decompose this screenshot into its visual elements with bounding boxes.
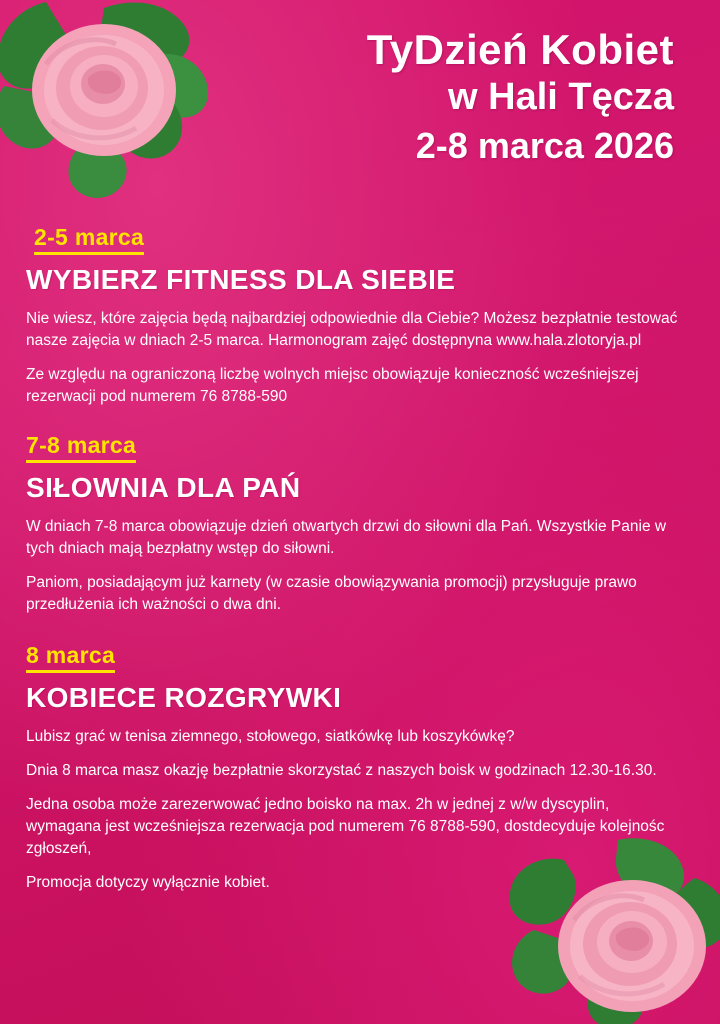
section-fitness xyxy=(26,224,696,408)
section-silownia xyxy=(26,432,696,616)
section-heading: SIŁOWNIA DLA PAŃ xyxy=(26,472,301,503)
section-paragraph: Ze względu na ograniczoną liczbę wolnych miejsc obowiązuje konieczność wcześniejszej rezerwacji pod numerem 76 8788-590 xyxy=(26,366,639,405)
page-title-line-1: TyDzień Kobiet xyxy=(366,26,674,73)
section-paragraph: W dniach 7-8 marca obowiązuje dzień otwartych drzwi do siłowni dla Pań. Wszystkie Panie w tych dniach mają bezpłatny wstęp do siłowni. xyxy=(26,518,667,557)
poster-header xyxy=(0,26,702,167)
section-paragraph: Promocja dotyczy wyłącznie kobiet. xyxy=(26,874,270,891)
section-paragraph: Lubisz grać w tenisa ziemnego, stołowego, siatkówkę lub koszykówkę? xyxy=(26,728,515,745)
section-heading: KOBIECE ROZGRYWKI xyxy=(26,682,342,713)
section-date-badge: 8 marca xyxy=(26,642,115,673)
section-paragraph: Paniom, posiadającym już karnety (w czasie obowiązywania promocji) przysługuje prawo przedłużenia ich ważności o dwa dni. xyxy=(26,574,637,613)
section-paragraph: Nie wiesz, które zajęcia będą najbardziej odpowiednie dla Ciebie? Możesz bezpłatnie testować nasze zajęcia w dniach 2-5 marca. Harmonogram zajęć dostępnyna www.hala.zlotoryja.pl xyxy=(26,310,678,349)
section-rozgrywki xyxy=(26,642,696,894)
poster-content xyxy=(26,224,696,914)
section-paragraph: Jedna osoba może zarezerwować jedno boisko na max. 2h w jednej z w/w dyscyplin, wymagana jest wcześniejsza rezerwacja pod numerem 76 8788-590, dostdecyduje kolejnośc zgłoszeń, xyxy=(26,796,665,857)
page-title-line-2: w Hali Tęcza xyxy=(448,76,674,119)
section-date-badge: 2-5 marca xyxy=(34,224,144,255)
section-paragraph: Dnia 8 marca masz okazję bezpłatnie skorzystać z naszych boisk w godzinach 12.30-16.30. xyxy=(26,762,657,779)
page-title-line-3: 2-8 marca 2026 xyxy=(415,124,674,166)
section-date-badge: 7-8 marca xyxy=(26,432,136,463)
section-heading: WYBIERZ FITNESS DLA SIEBIE xyxy=(26,264,456,295)
